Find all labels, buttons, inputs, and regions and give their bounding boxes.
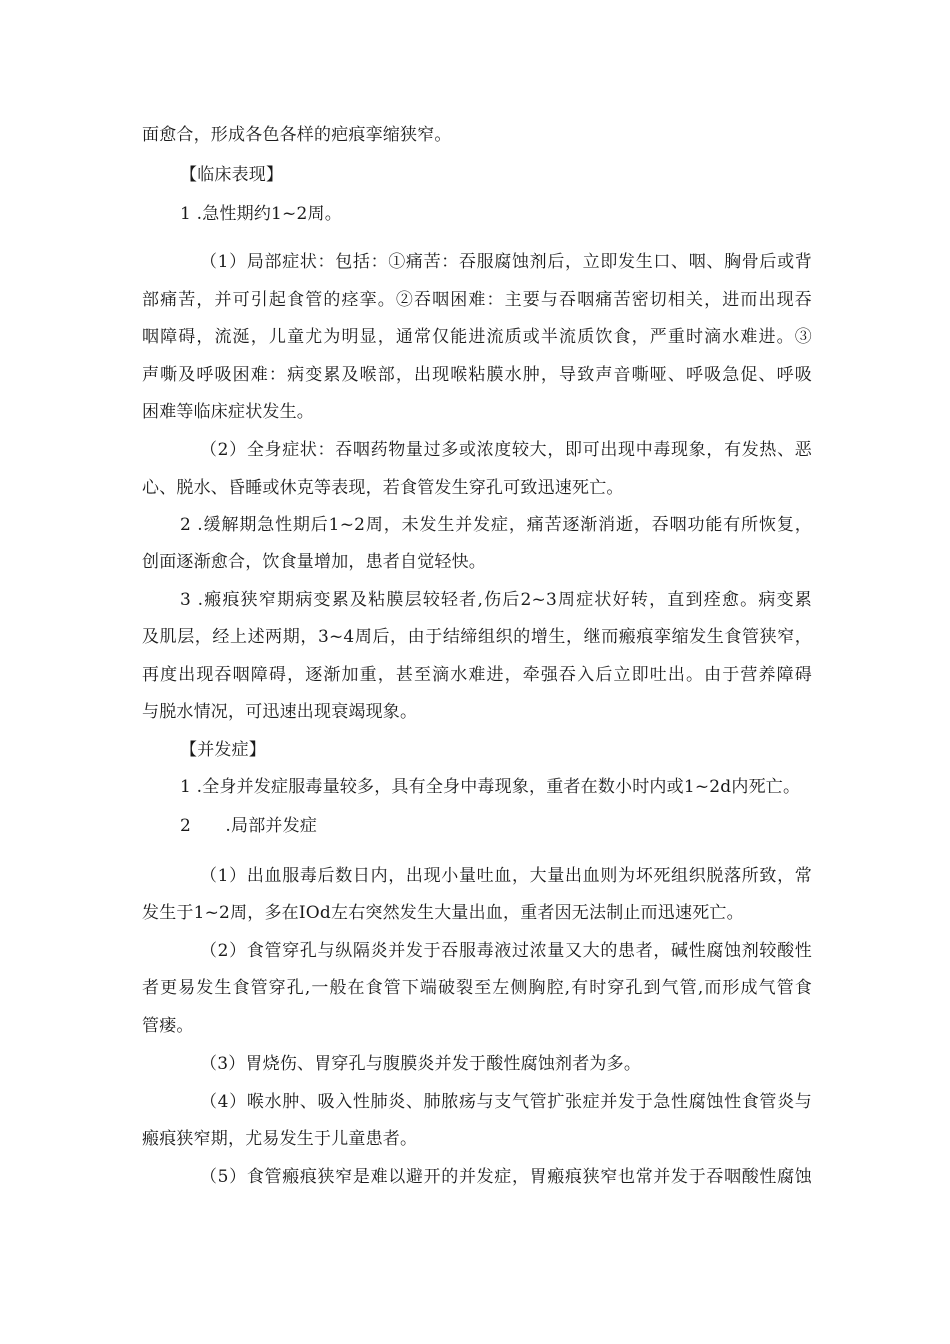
list-item: 2 .缓解期急性期后1~2周，未发生并发症，痛苦逐渐消逝，吞咽功能有所恢复，	[180, 515, 812, 535]
text-line: （1）出血服毒后数日内，出现小量吐血，大量出血则为坏死组织脱落所致，常	[200, 866, 812, 886]
text-line: 再度出现吞咽障碍，逐渐加重，甚至滴水难进，牵强吞入后立即吐出。由于营养障碍	[142, 665, 812, 685]
section-heading-clinical: 【临床表现】	[180, 165, 284, 185]
text-line: 瘢痕狭窄期，尤易发生于儿童患者。	[142, 1129, 418, 1149]
list-item: 1 .全身并发症服毒量较多，具有全身中毒现象，重者在数小时内或1~2d内死亡。	[180, 777, 801, 797]
text-line: 心、脱水、昏睡或休克等表现，若食管发生穿孔可致迅速死亡。	[142, 478, 624, 498]
text-line: 咽障碍，流涎，儿童尤为明显，通常仅能进流质或半流质饮食，严重时滴水难进。③	[142, 327, 812, 347]
text-line: 者更易发生食管穿孔,一般在食管下端破裂至左侧胸腔,有时穿孔到气管,而形成气管食	[142, 978, 812, 998]
text-line: 管瘘。	[142, 1016, 194, 1036]
text-line: （1）局部症状：包括：①痛苦：吞服腐蚀剂后，立即发生口、咽、胸骨后或背	[200, 252, 812, 272]
text-line: 及肌层，经上述两期，3~4周后，由于结缔组织的增生，继而瘢痕挛缩发生食管狭窄，	[142, 627, 812, 647]
text-line: 创面逐渐愈合，饮食量增加，患者自觉轻快。	[142, 552, 486, 572]
text-line: （2）食管穿孔与纵隔炎并发于吞服毒液过浓量又大的患者，碱性腐蚀剂较酸性	[200, 941, 812, 961]
text-line: 部痛苦，并可引起食管的痉挛。②吞咽困难：主要与吞咽痛苦密切相关，进而出现吞	[142, 290, 812, 310]
list-item-heading: 2 .局部并发症	[180, 816, 318, 836]
text-line: 声嘶及呼吸困难：病变累及喉部，出现喉粘膜水肿，导致声音嘶哑、呼吸急促、呼吸	[142, 365, 812, 385]
section-heading-complications: 【并发症】	[180, 740, 266, 760]
text-line: （3）胃烧伤、胃穿孔与腹膜炎并发于酸性腐蚀剂者为多。	[200, 1054, 642, 1074]
text-line: （2）全身症状：吞咽药物量过多或浓度较大，即可出现中毒现象，有发热、恶	[200, 440, 812, 460]
list-item: 3 .瘢痕狭窄期病变累及粘膜层较轻者,伤后2~3周症状好转，直到痊愈。病变累	[180, 590, 812, 610]
text-line: （4）喉水肿、吸入性肺炎、肺脓疡与支气管扩张症并发于急性腐蚀性食管炎与	[200, 1092, 812, 1112]
text-line: 与脱水情况，可迅速出现衰竭现象。	[142, 702, 418, 722]
text-line: （5）食管瘢痕狭窄是难以避开的并发症，胃瘢痕狭窄也常并发于吞咽酸性腐蚀	[200, 1167, 812, 1187]
text-line: 困难等临床症状发生。	[142, 402, 314, 422]
list-item-heading: 1 .急性期约1~2周。	[180, 204, 342, 224]
text-line: 面愈合，形成各色各样的疤痕挛缩狭窄。	[142, 125, 452, 145]
text-line: 发生于1~2周，多在IOd左右突然发生大量出血，重者因无法制止而迅速死亡。	[142, 903, 744, 923]
